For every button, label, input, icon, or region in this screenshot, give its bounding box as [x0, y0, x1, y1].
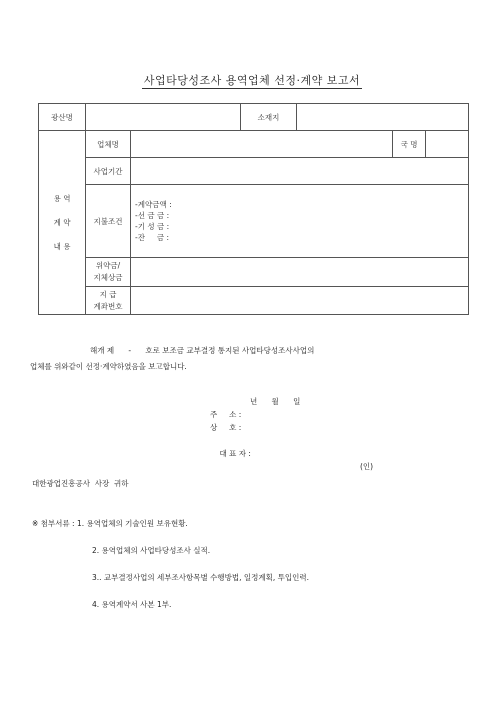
signature-block [210, 395, 410, 486]
period-label: 사업기간 [86, 158, 131, 185]
addressee: 대한광업진흥공사 사장 귀하 [32, 479, 129, 488]
account-field[interactable] [131, 287, 469, 315]
period-field[interactable] [131, 158, 469, 185]
mine-name-field[interactable] [86, 104, 241, 131]
penalty-field[interactable] [131, 258, 469, 287]
payment-item: -기 성 금 : [135, 222, 170, 231]
table-row [39, 104, 469, 131]
report-paragraph [30, 343, 470, 375]
table-row [39, 185, 469, 258]
payment-item: -계약금액 : [135, 200, 172, 209]
account-label: 지 급 계좌번호 [86, 287, 131, 315]
seal-mark: (인) [360, 462, 374, 471]
location-field[interactable] [297, 104, 469, 131]
nationality-label: 국 명 [393, 131, 426, 158]
mine-name-label: 광산명 [39, 104, 86, 131]
location-label: 소재지 [241, 104, 297, 131]
contract-content-label: 용 역 계 약 내 용 [39, 131, 86, 315]
attachment-item: 2. 용역업체의 사업타당성조사 실적. [92, 546, 211, 555]
company-field[interactable] [131, 131, 393, 158]
attachments-label: ※ 첨부서류 : 1. 용역업체의 기술인원 보유현황. [32, 519, 188, 528]
ceo-line: 대 표 자 : (인) [219, 449, 374, 471]
table-row [39, 131, 469, 158]
penalty-label: 위약금/ 지체상금 [86, 258, 131, 287]
address-line: 주 소 : [210, 410, 242, 419]
table-row [39, 258, 469, 287]
payment-item: -잔 금 : [135, 233, 170, 242]
date-line: 년 월 일 [250, 397, 301, 406]
payment-item: -선 금 금 : [135, 211, 170, 220]
table-row [39, 287, 469, 315]
table-row [39, 158, 469, 185]
attachment-item: 3.. 교부결정사업의 세부조사항목별 수행방법, 일정계획, 투입인력. [92, 573, 309, 582]
nationality-field[interactable] [426, 131, 469, 158]
payment-label: 지불조건 [86, 185, 131, 258]
report-table [38, 103, 469, 315]
company-label: 업체명 [86, 131, 131, 158]
paragraph-line: 해개 제 - 호로 보조금 교부결정 통지된 사업타당성조사사업의 [90, 346, 315, 355]
company-line: 상 호 : [210, 423, 242, 432]
attachment-item: 4. 용역계약서 사본 1부. [92, 600, 172, 609]
paragraph-line: 업체를 위와같이 선정·계약하였음을 보고합니다. [30, 362, 187, 371]
document-title: 사업타당성조사 용역업체 선정·계약 보고서 [143, 74, 361, 87]
payment-conditions[interactable] [131, 185, 469, 258]
